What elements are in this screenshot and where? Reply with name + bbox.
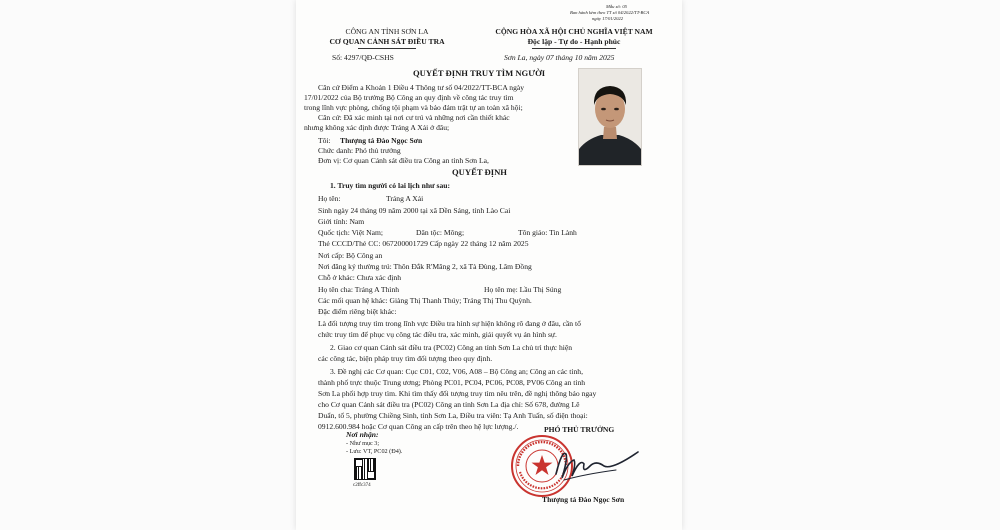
handwritten-signature	[546, 444, 646, 488]
signer-name: Thượng tá Đào Ngọc Sơn	[340, 136, 423, 145]
signer-unit: Đơn vị: Cơ quan Cảnh sát điều tra Công an tỉnh Sơn La,	[318, 156, 489, 165]
right-margin	[682, 0, 1000, 530]
document-number: Số: 4297/QĐ-CSHS	[332, 53, 394, 62]
item3-body-line: thành phố trực thuộc Trung ương; Phòng PC01, PC04, PC06, PC08, PV06 Công an tỉnh	[318, 378, 586, 387]
recipients-heading: Nơi nhận:	[346, 430, 379, 439]
form-note-1: Mẫu số: 05	[606, 4, 627, 9]
preamble-line: Căn cứ Điểm a Khoản 1 Điều 4 Thông tư số 04/2022/TT-BCA ngày	[318, 83, 525, 92]
form-note-3: ngày 17/01/2022	[592, 16, 624, 21]
signer-position: Chức danh: Phó thủ trưởng	[318, 146, 401, 155]
item1-title: 1. Truy tìm người có lai lịch như sau:	[330, 181, 450, 190]
signature-title: PHÓ THỦ TRƯỞNG	[544, 425, 615, 434]
person-gender: Giới tính: Nam	[318, 217, 365, 226]
agency-name: CÔNG AN TỈNH SƠN LA	[345, 27, 429, 36]
left-margin	[0, 0, 296, 530]
document-page	[296, 0, 682, 530]
item3-body-line: Sơn La phối hợp truy tìm. Khi tìm thấy đối tượng truy tìm nêu trên, đề nghị thông báo ngay	[318, 389, 597, 398]
name-label: Họ tên:	[318, 194, 341, 203]
item3-body-line: cho Cơ quan Cảnh sát điều tra (PC02) Công an tỉnh Sơn La địa chỉ: Số 678, đường Lê	[318, 400, 580, 409]
item3-body-line: Duẩn, tổ 5, phường Chiềng Sinh, tỉnh Sơn La, Điều tra viên: Tạ Anh Tuấn, số điện thoại:	[318, 411, 588, 420]
qr-code	[354, 458, 376, 480]
person-father: Họ tên cha: Tráng A Thình	[318, 285, 400, 294]
signer-final-name: Thượng tá Đào Ngọc Sơn	[542, 495, 625, 504]
document-title: QUYẾT ĐỊNH TRUY TÌM NGƯỜI	[413, 68, 546, 78]
document-code: c2ffc374	[353, 483, 371, 488]
right-header-rule	[532, 48, 616, 49]
preamble-line: 17/01/2022 của Bộ trưởng Bộ Công an quy định về công tác truy tìm	[304, 93, 514, 102]
person-id-issuer: Nơi cấp: Bộ Công an	[318, 251, 383, 260]
person-nationality: Quốc tịch: Việt Nam;	[318, 228, 383, 237]
unit-name: CƠ QUAN CẢNH SÁT ĐIỀU TRA	[329, 37, 445, 46]
country-name: CỘNG HÒA XÃ HỘI CHỦ NGHĨA VIỆT NAM	[495, 27, 653, 36]
suspect-photo	[578, 68, 642, 166]
decision-heading: QUYẾT ĐỊNH	[452, 167, 507, 177]
item2-body-line: 2. Giao cơ quan Cảnh sát điều tra (PC02) Công an tỉnh Sơn La chủ trì thực hiện	[330, 343, 573, 352]
person-name: Tráng A Xải	[386, 194, 424, 203]
person-other-address: Chỗ ở khác: Chưa xác định	[318, 273, 401, 282]
preamble-line: Căn cứ: Đã xác minh tại nơi cư trú và những nơi cần thiết khác	[318, 113, 510, 122]
recipient-line: - Lưu: VT, PC02 (Đ4).	[346, 448, 403, 455]
recipient-line: - Như mục 3;	[346, 440, 380, 447]
person-features: Đặc điểm riêng biệt khác:	[318, 307, 397, 316]
preamble-line: nhưng không xác định được Tráng A Xải ở đâu;	[304, 123, 450, 132]
person-ethnicity: Dân tộc: Mông;	[416, 228, 465, 237]
person-birth: Sinh ngày 24 tháng 09 năm 2000 tại xã Dền Sáng, tỉnh Lào Cai	[318, 206, 511, 215]
form-note-2: Ban hành kèm theo TT số 04/2022/TT-BCA	[570, 10, 650, 15]
person-relations: Các mối quan hệ khác: Giàng Thị Thanh Thúy; Tráng Thị Thu Quỳnh.	[318, 296, 532, 305]
left-header-rule	[358, 48, 416, 49]
item2-body-line: các công tác, biện pháp truy tìm đối tượng theo quy định.	[318, 354, 493, 363]
issue-date: Sơn La, ngày 07 tháng 10 năm 2025	[504, 53, 615, 62]
item1-body-line: Là đối tượng truy tìm trong lĩnh vực Điều tra hình sự hiện không rõ đang ở đâu, cần tổ	[318, 319, 581, 328]
person-mother: Họ tên mẹ: Lầu Thị Súng	[484, 285, 562, 294]
item3-body-line: 3. Đề nghị các Cơ quan: Cục C01, C02, V06, A08 – Bộ Công an; Công an các tỉnh,	[330, 367, 583, 376]
person-residence: Nơi đăng ký thường trú: Thôn Đắk R'Măng 2, xã Tà Đùng, Lâm Đồng	[318, 262, 532, 271]
item1-body-line: chức truy tìm để phục vụ công tác điều tra, xác minh, giải quyết vụ án hình sự.	[318, 330, 557, 339]
toi-label: Tôi:	[318, 136, 331, 145]
item3-body-line: 0912.600.984 hoặc Cơ quan Công an cấp trên theo hệ lực lượng./.	[318, 422, 519, 431]
national-motto: Độc lập - Tự do - Hạnh phúc	[527, 37, 621, 46]
person-religion: Tôn giáo: Tin Lành	[518, 228, 577, 237]
person-id-card: Thẻ CCCD/Thẻ CC: 067200001729 Cấp ngày 22 tháng 12 năm 2025	[318, 239, 529, 248]
preamble-line: trong lĩnh vực phòng, chống tội phạm và bảo đảm trật tự an toàn xã hội;	[304, 103, 523, 112]
